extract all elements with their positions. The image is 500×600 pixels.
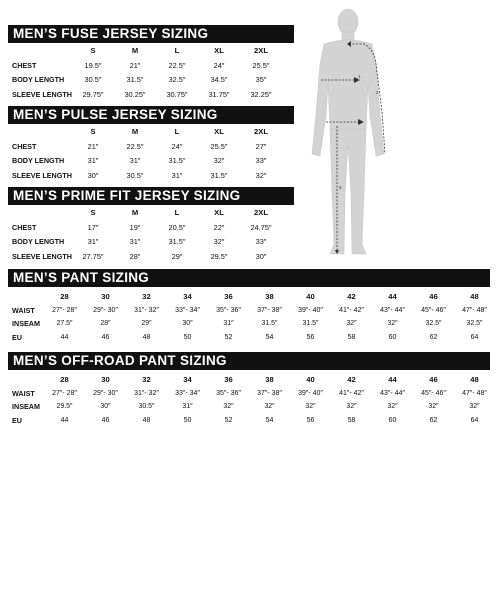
size-value: 33″ (255, 237, 267, 246)
size-value: 29″ (141, 320, 152, 327)
row-label: BODY LENGTH (12, 237, 65, 246)
size-header: XL (214, 208, 224, 217)
size-header: S (90, 208, 96, 217)
size-header: S (90, 46, 96, 55)
size-value: 19.5″ (84, 60, 102, 70)
size-value: 31″ (87, 237, 99, 246)
size-value: 31″ (129, 237, 141, 246)
measurement-row (12, 140, 282, 155)
size-value: 62 (429, 333, 438, 341)
size-header: 38 (265, 375, 274, 384)
row-label: EU (12, 415, 22, 425)
size-header: 40 (306, 292, 315, 301)
size-header: 44 (388, 292, 397, 301)
mannequin-measurement-icon (296, 4, 400, 266)
size-value: 27.75″ (82, 251, 104, 261)
size-value: 32″ (213, 156, 225, 165)
measurement-row (12, 73, 282, 88)
measure-mark-1: 1 (358, 74, 361, 79)
size-header-row (12, 44, 282, 59)
size-header-row (12, 373, 495, 387)
header-spacer (12, 125, 72, 140)
pulse-title: MEN’S PULSE JERSEY SIZING (8, 106, 294, 124)
size-header: 46 (429, 375, 438, 384)
size-header: 46 (429, 292, 438, 301)
size-value: 60 (388, 416, 397, 424)
size-value: 32″ (264, 403, 275, 410)
size-value: 27.5″ (56, 320, 73, 327)
size-value: 43″- 44″ (380, 389, 405, 397)
size-value: 56 (306, 416, 315, 424)
size-header: M (131, 46, 139, 55)
size-value: 29″- 30″ (93, 389, 118, 397)
fuse-title: MEN’S FUSE JERSEY SIZING (8, 25, 294, 43)
size-value: 50 (183, 416, 192, 424)
size-value: 44 (60, 416, 69, 424)
size-header: L (174, 46, 180, 55)
row-label: WAIST (12, 388, 35, 398)
size-value: 27″- 28″ (52, 306, 77, 314)
size-value: 32″ (346, 320, 357, 327)
measurement-row (12, 221, 282, 236)
size-value: 41″- 42″ (339, 306, 364, 314)
size-value: 30″ (87, 170, 99, 180)
size-value: 24.75″ (250, 222, 272, 232)
size-value: 19″ (129, 222, 141, 232)
size-value: 31.5″ (261, 320, 278, 327)
size-value: 31″- 32″ (134, 306, 159, 314)
size-value: 64 (470, 416, 479, 424)
size-value: 33″ (255, 156, 267, 165)
size-header: XL (214, 127, 224, 136)
row-label: BODY LENGTH (12, 156, 65, 165)
size-value: 45″- 46″ (421, 389, 446, 397)
size-value: 28″ (129, 251, 141, 261)
measurement-row (12, 387, 495, 401)
size-header-row (12, 125, 282, 140)
size-value: 30.25″ (124, 89, 146, 99)
size-value: 44 (60, 333, 69, 341)
size-value: 37″- 38″ (257, 389, 282, 397)
size-header: 44 (388, 375, 397, 384)
pant-size-table (12, 290, 495, 344)
size-value: 58 (347, 416, 356, 424)
size-value: 31″ (129, 156, 141, 165)
size-value: 31.5″ (168, 237, 186, 246)
size-value: 22″ (213, 222, 225, 232)
size-header: L (174, 127, 180, 136)
measurement-row (12, 304, 495, 318)
size-value: 32″ (213, 237, 225, 246)
size-header: 28 (60, 292, 69, 301)
size-value: 29″- 30″ (93, 306, 118, 314)
size-value: 32″ (305, 403, 316, 410)
size-header: M (131, 127, 139, 136)
header-spacer (12, 44, 72, 59)
size-header: XL (214, 46, 224, 55)
size-value: 33″- 34″ (175, 389, 200, 397)
size-value: 41″- 42″ (339, 389, 364, 397)
size-header: 40 (306, 375, 315, 384)
row-label: CHEST (12, 60, 37, 70)
size-header: 38 (265, 292, 274, 301)
size-value: 27″ (255, 141, 267, 151)
size-value: 52 (224, 416, 233, 424)
size-value: 29.5″ (56, 403, 73, 410)
size-value: 50 (183, 333, 192, 341)
size-value: 31″ (87, 156, 99, 165)
measurement-row (12, 154, 282, 169)
size-value: 35″- 36″ (216, 389, 241, 397)
size-value: 33″- 34″ (175, 306, 200, 314)
size-value: 32″ (346, 403, 357, 410)
measure-mark-2: 2 (376, 90, 379, 95)
size-value: 46 (101, 416, 110, 424)
size-value: 24″ (171, 141, 183, 151)
size-header: 2XL (254, 127, 268, 136)
row-label: EU (12, 332, 22, 342)
offroad-size-table (12, 373, 495, 427)
size-header: 36 (224, 375, 233, 384)
size-value: 39″- 40″ (298, 306, 323, 314)
pant-title: MEN’S PANT SIZING (8, 269, 490, 287)
size-value: 31.5″ (126, 75, 144, 84)
size-header: 42 (347, 375, 356, 384)
size-header: 28 (60, 375, 69, 384)
size-value: 64 (470, 333, 479, 341)
size-value: 35″ (255, 75, 267, 84)
size-value: 39″- 40″ (298, 389, 323, 397)
size-value: 32″ (223, 403, 234, 410)
row-label: INSEAM (12, 402, 40, 411)
size-value: 22.5″ (168, 60, 186, 70)
measurement-row (12, 88, 282, 103)
row-label: INSEAM (12, 319, 40, 328)
measurement-row (12, 59, 282, 74)
size-value: 60 (388, 333, 397, 341)
pulse-size-table (12, 125, 282, 183)
measurement-row (12, 169, 282, 184)
size-value: 30″ (182, 320, 193, 327)
size-value: 31″ (171, 170, 183, 180)
size-header: 2XL (254, 208, 268, 217)
row-label: SLEEVE LENGTH (12, 89, 72, 99)
size-value: 43″- 44″ (380, 306, 405, 314)
size-value: 52 (224, 333, 233, 341)
row-label: SLEEVE LENGTH (12, 251, 72, 261)
header-spacer (12, 373, 44, 387)
size-value: 32″ (387, 320, 398, 327)
size-value: 32″ (428, 403, 439, 410)
size-header: 48 (470, 375, 479, 384)
size-value: 31″ (223, 320, 234, 327)
measurement-row (12, 250, 282, 265)
mannequin-svg (296, 4, 400, 266)
size-value: 30″ (100, 403, 111, 410)
size-value: 32.25″ (250, 89, 272, 99)
size-header-row (12, 290, 495, 304)
size-value: 31.5″ (168, 156, 186, 165)
size-value: 58 (347, 333, 356, 341)
size-value: 54 (265, 416, 274, 424)
prime-size-table (12, 206, 282, 264)
measurement-row (12, 400, 495, 414)
size-value: 32.5″ (168, 75, 186, 84)
size-value: 32″ (387, 403, 398, 410)
measure-mark-3: 3 (339, 185, 342, 190)
measurement-row (12, 317, 495, 331)
size-header: M (131, 208, 139, 217)
size-header: L (174, 208, 180, 217)
size-header: 32 (142, 292, 151, 301)
measurement-row (12, 235, 282, 250)
size-value: 31.75″ (208, 89, 230, 99)
size-value: 30.5″ (138, 403, 155, 410)
size-value: 21″ (129, 60, 141, 70)
row-label: SLEEVE LENGTH (12, 170, 72, 180)
size-header: 34 (183, 292, 192, 301)
size-header: 32 (142, 375, 151, 384)
header-spacer (12, 206, 72, 221)
size-value: 47″- 48″ (462, 389, 487, 397)
fuse-size-table (12, 44, 282, 102)
size-value: 32.5″ (466, 320, 483, 327)
size-value: 31″- 32″ (134, 389, 159, 397)
size-value: 48 (142, 333, 151, 341)
size-value: 48 (142, 416, 151, 424)
size-value: 29″ (171, 251, 183, 261)
mannequin-body (312, 9, 384, 254)
row-label: BODY LENGTH (12, 75, 65, 84)
size-value: 34.5″ (210, 75, 228, 84)
size-value: 25.5″ (210, 141, 228, 151)
size-value: 24″ (213, 60, 225, 70)
size-header: 42 (347, 292, 356, 301)
size-value: 29.5″ (210, 251, 228, 261)
measurement-row (12, 414, 495, 428)
size-value: 21″ (87, 141, 99, 151)
size-header: 2XL (254, 46, 268, 55)
size-value: 54 (265, 333, 274, 341)
measurement-row (12, 331, 495, 345)
offroad-title: MEN’S OFF-ROAD PANT SIZING (8, 352, 490, 370)
size-value: 22.5″ (126, 141, 144, 151)
size-value: 20.5″ (168, 222, 186, 232)
size-value: 30.5″ (84, 75, 102, 84)
size-value: 45″- 46″ (421, 306, 446, 314)
size-value: 30.75″ (166, 89, 188, 99)
size-value: 17″ (87, 222, 99, 232)
size-value: 27″- 28″ (52, 389, 77, 397)
size-value: 31″ (182, 403, 193, 410)
row-label: CHEST (12, 222, 37, 232)
size-value: 31.5″ (210, 170, 228, 180)
size-value: 29.75″ (82, 89, 104, 99)
size-value: 32″ (469, 403, 480, 410)
size-header: S (90, 127, 96, 136)
size-value: 32.5″ (425, 320, 442, 327)
header-spacer (12, 290, 44, 304)
row-label: CHEST (12, 141, 37, 151)
size-value: 30.5″ (126, 170, 144, 180)
size-value: 28″ (100, 320, 111, 327)
size-header: 30 (101, 375, 110, 384)
size-header: 30 (101, 292, 110, 301)
size-header: 34 (183, 375, 192, 384)
size-header-row (12, 206, 282, 221)
size-value: 25.5″ (252, 60, 270, 70)
size-value: 30″ (255, 251, 267, 261)
size-value: 32″ (255, 170, 267, 180)
size-value: 31.5″ (302, 320, 319, 327)
size-value: 56 (306, 333, 315, 341)
size-value: 37″- 38″ (257, 306, 282, 314)
size-value: 47″- 48″ (462, 306, 487, 314)
prime-title: MEN’S PRIME FIT JERSEY SIZING (8, 187, 294, 205)
size-header: 36 (224, 292, 233, 301)
row-label: WAIST (12, 305, 35, 315)
size-header: 48 (470, 292, 479, 301)
size-value: 62 (429, 416, 438, 424)
size-value: 46 (101, 333, 110, 341)
size-value: 35″- 36″ (216, 306, 241, 314)
